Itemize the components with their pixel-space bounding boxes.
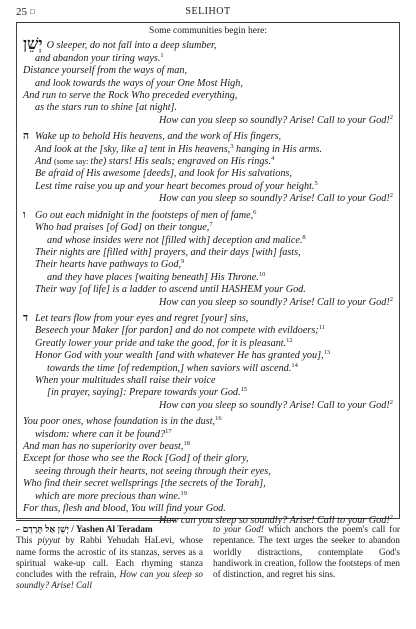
commentary-title: ⌐ יְשֵׁן אַל תֵּרָדֵם / Yashen Al Teradam [16, 524, 153, 534]
poem-line: Who had praises [of God] on their tongue, [35, 222, 210, 234]
page-number: 25 □ [16, 6, 35, 18]
footnote-ref[interactable]: 11 [318, 324, 325, 332]
poem-line: [in prayer, saying]: Prepare towards your God. [47, 387, 241, 399]
footnote-ref[interactable]: 2 [389, 192, 393, 200]
poem-line: And run to serve the Rock Who preceded everything, [23, 90, 238, 102]
poem-line: Lest time raise you up and your heart becomes proud of your height. [35, 180, 315, 192]
page-header [16, 4, 400, 23]
poem-line: hanging in His arms. [233, 143, 323, 155]
stanza-hebrew-letter: ד [23, 312, 29, 324]
poem-line: Their way [of life] is a ladder to ascend until HASHEM your God. [35, 284, 306, 296]
footnote-ref[interactable]: 14 [291, 361, 298, 369]
variant-note: (some say: [53, 157, 91, 167]
poem-line: Their hearts have pathways to God, [35, 259, 182, 271]
footnote-ref[interactable]: 8 [302, 233, 306, 241]
poem-box [16, 22, 400, 527]
footnote-ref[interactable]: 15 [240, 386, 248, 394]
poem-line: And man has no superiority over beast, [23, 441, 184, 452]
footnote-ref[interactable]: 18 [183, 440, 190, 447]
footnote-ref[interactable]: 19 [180, 489, 187, 497]
footnote-ref[interactable]: 4 [270, 155, 275, 163]
footnote-ref[interactable]: 13 [323, 349, 331, 357]
stanza-yashen [23, 36, 393, 127]
poem-line: Honor God with your wealth [and with whatever He has granted you], [35, 350, 324, 362]
poem-line: and they have places [waiting beneath] His Throne. [47, 271, 259, 283]
footnote-ref[interactable]: 17 [165, 427, 172, 435]
commentary-text: by Rabbi Yehudah HaLevi, whose name forms the acrostic of its stanzas, serves as a spiritual wake-up call. Each rhyming stanza concludes with the refrain, [16, 535, 204, 580]
poem-line: Wake up to behold His heavens, and the work of His fingers, [35, 131, 282, 143]
commentary-column-1 [16, 524, 203, 624]
poem-line: Go out each midnight in the footsteps of men of fame, [35, 209, 254, 221]
footnote-ref[interactable]: 6 [253, 208, 257, 216]
stanza-heh [23, 131, 393, 205]
poem-line: Their nights are [filled with] prayers, and their days [with] fasts, [35, 246, 301, 258]
commentary-mark-icon: ⌐ [16, 525, 21, 534]
poem-line: the) stars! His seals; engraved on His rings. [90, 156, 271, 168]
poem-line: Greatly lower your pride and take the good, for it is pleasant. [35, 337, 287, 349]
footnote-ref[interactable]: 16 [215, 415, 222, 423]
poem-line: Except for those who see the Rock [God] of their glory, [23, 453, 249, 465]
poem-line: towards the time [of redemption,] when saviors will ascend. [47, 362, 292, 374]
poem-line: as the stars run to shine [at night]. [35, 102, 178, 114]
poem-line: O sleeper, do not fall into a deep slumber, [46, 40, 217, 52]
footnote-ref[interactable]: 10 [258, 270, 266, 278]
commentary-text: This [16, 535, 38, 546]
poem-line: and whose insides were not [filled with] deception and malice. [47, 234, 303, 246]
footnote-ref[interactable]: 1 [160, 51, 164, 59]
footnote-ref[interactable]: 2 [389, 295, 393, 303]
footnote-divider [16, 520, 176, 521]
poem-line: wisdom: where can it be found? [35, 428, 166, 440]
page-mark-icon: □ [30, 7, 35, 16]
poem-line: Distance yourself from the ways of man, [23, 65, 188, 77]
stanza-dalet [23, 313, 393, 412]
poem-line: which are more precious than wine. [35, 490, 181, 502]
refrain: How can you sleep so soundly? Arise! Call to your God!$^2$ [159, 295, 393, 308]
footnote-ref[interactable]: 2 [389, 113, 393, 121]
stanza-poor-ones [23, 416, 393, 528]
poem-line: You poor ones, whose foundation is in the dust, [23, 416, 216, 428]
footnote-ref[interactable]: 2 [389, 398, 393, 406]
poem-line: Be afraid of His awesome [deeds], and look for His salvations, [35, 168, 292, 180]
stanza-vav [23, 210, 393, 309]
poem-line: For thus, flesh and blood, You will find your God. [23, 503, 226, 515]
poem-line: Let tears flow from your eyes and regret [your] sins, [35, 312, 249, 324]
commentary-column-2 [213, 524, 400, 624]
commentary-term: piyyut [37, 535, 61, 546]
stanza-hebrew-letter: ה [23, 131, 30, 143]
footnote-ref[interactable]: 7 [209, 221, 213, 229]
poem-line: and abandon your tiring ways. [35, 52, 161, 64]
refrain: How can you sleep so soundly? Arise! Call to your God!$^2$ [159, 113, 393, 126]
poem-line: When your multitudes shall raise their voice [35, 374, 216, 386]
stanza-hebrew-letter: ו [23, 209, 26, 221]
commentary-quote: How can you sleep so soundly? Arise! Call [16, 569, 204, 591]
commentary [16, 524, 400, 624]
poem-line: Beseech your Maker [for pardon] and do not compete with evildoers; [35, 325, 319, 337]
commentary-quote: to your God! [213, 524, 264, 534]
refrain: How can you sleep so soundly? Arise! Call to your God!$^2$ [159, 192, 393, 205]
poem-line: Who find their secret wellsprings [the secrets of the Torah], [23, 478, 266, 490]
stanza-hebrew-initial: יְשֵׁן [23, 36, 43, 54]
footnote-ref[interactable]: 9 [181, 258, 185, 266]
footnote-ref[interactable]: 12 [286, 336, 293, 344]
footnote-ref[interactable]: 2 [389, 514, 393, 522]
intro-instruction: Some communities begin here: [149, 26, 267, 36]
running-head: SELIHOT [185, 6, 231, 17]
poem-line: and look towards the ways of your One Most High, [35, 77, 243, 89]
footnote-ref[interactable]: 5 [314, 179, 318, 187]
poem-line: And [35, 156, 54, 168]
refrain: How can you sleep so soundly? Arise! Call to your God!$^2$ [159, 514, 393, 527]
poem-line: seeing through their hearts, not seeing through their eyes, [35, 465, 271, 477]
poem-line: And look at the [sky, like a] tent in His heavens, [35, 143, 231, 155]
commentary-text: which anchors the poem's call for repentance. The text urges the seeker to abandon worldly distractions, contemplate God's handiwork in creation, follow the footsteps of men of distinction, and regret his sins. [213, 524, 400, 580]
footnote-ref[interactable]: 3 [230, 142, 234, 150]
refrain: How can you sleep so soundly? Arise! Call to your God!$^2$ [159, 398, 393, 411]
